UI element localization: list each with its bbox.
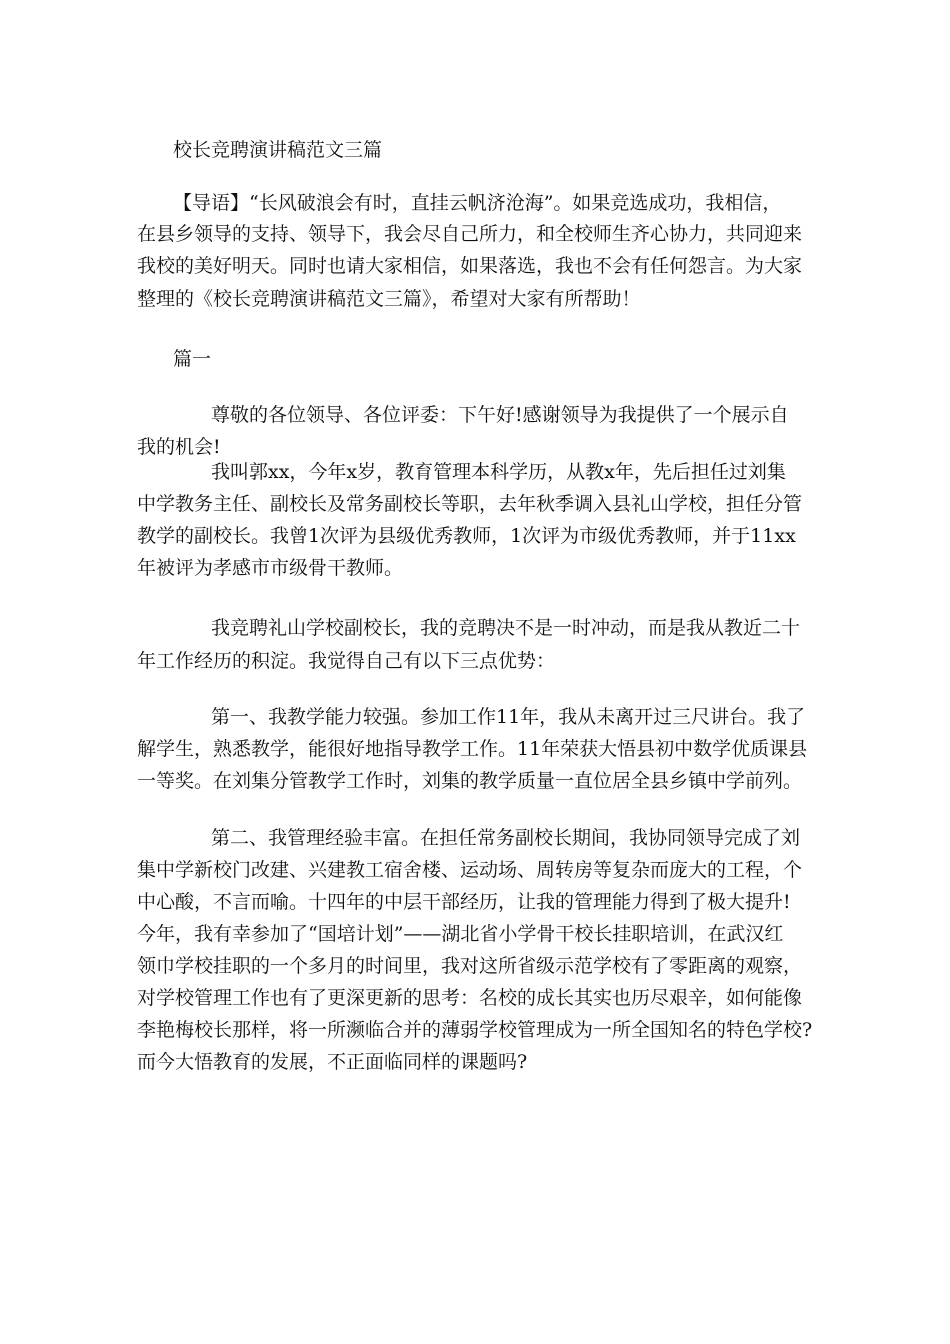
first-advantage-line: 一等奖。在刘集分管教学工作时，刘集的教学质量一直位居全县乡镇中学前列。 — [137, 770, 803, 792]
document-title: 校长竞聘演讲稿范文三篇 — [173, 139, 383, 161]
bio-line: 我叫郭xx，今年x岁，教育管理本科学历，从教x年，先后担任过刘集 — [211, 461, 786, 483]
second-advantage-line: 而今大悟教育的发展，不正面临同样的课题吗? — [137, 1051, 528, 1073]
greeting-line: 我的机会! — [137, 436, 221, 458]
bio-line: 年被评为孝感市市级骨干教师。 — [137, 557, 404, 579]
bio-line: 中学教务主任、副校长及常务副校长等职，去年秋季调入县礼山学校，担任分管 — [137, 493, 803, 515]
second-advantage-line: 今年，我有幸参加了“国培计划”——湖北省小学骨干校长挂职培训，在武汉红 — [137, 923, 784, 945]
second-advantage-line: 李艳梅校长那样，将一所濒临合并的薄弱学校管理成为一所全国知名的特色学校? — [137, 1019, 813, 1041]
first-advantage-line: 解学生，熟悉教学，能很好地指导教学工作。11年荣获大悟县初中数学优质课县 — [137, 738, 808, 760]
section-heading: 篇一 — [173, 348, 212, 370]
second-advantage-line: 集中学新校门改建、兴建教工宿舍楼、运动场、周转房等复杂而庞大的工程，个 — [137, 859, 803, 881]
second-advantage-line: 对学校管理工作也有了更深更新的思考：名校的成长其实也历尽艰辛，如何能像 — [137, 987, 803, 1009]
intro-line: 在县乡领导的支持、领导下，我会尽自己所力，和全校师生齐心协力，共同迎来 — [137, 223, 803, 245]
greeting-line: 尊敬的各位领导、各位评委：下午好!感谢领导为我提供了一个展示自 — [211, 404, 789, 426]
second-advantage-line: 中心酸，不言而喻。十四年的中层干部经历，让我的管理能力得到了极大提升! — [137, 891, 791, 913]
motive-line: 我竞聘礼山学校副校长，我的竞聘决不是一时冲动，而是我从教近二十 — [211, 617, 801, 639]
bio-line: 教学的副校长。我曾1次评为县级优秀教师，1次评为市级优秀教师，并于11xx — [137, 525, 796, 547]
motive-line: 年工作经历的积淀。我觉得自己有以下三点优势： — [137, 650, 556, 672]
intro-line: 整理的《校长竞聘演讲稿范文三篇》，希望对大家有所帮助！ — [137, 288, 641, 310]
second-advantage-line: 第二、我管理经验丰富。在担任常务副校长期间，我协同领导完成了刘 — [211, 827, 801, 849]
intro-line: 我校的美好明天。同时也请大家相信，如果落选，我也不会有任何怨言。为大家 — [137, 255, 803, 277]
second-advantage-line: 领巾学校挂职的一个多月的时间里，我对这所省级示范学校有了零距离的观察， — [137, 955, 803, 977]
first-advantage-line: 第一、我教学能力较强。参加工作11年，我从未离开过三尺讲台。我了 — [211, 706, 806, 728]
intro-line: 【导语】“长风破浪会有时，直挂云帆济沧海”。如果竞选成功，我相信， — [173, 192, 782, 214]
